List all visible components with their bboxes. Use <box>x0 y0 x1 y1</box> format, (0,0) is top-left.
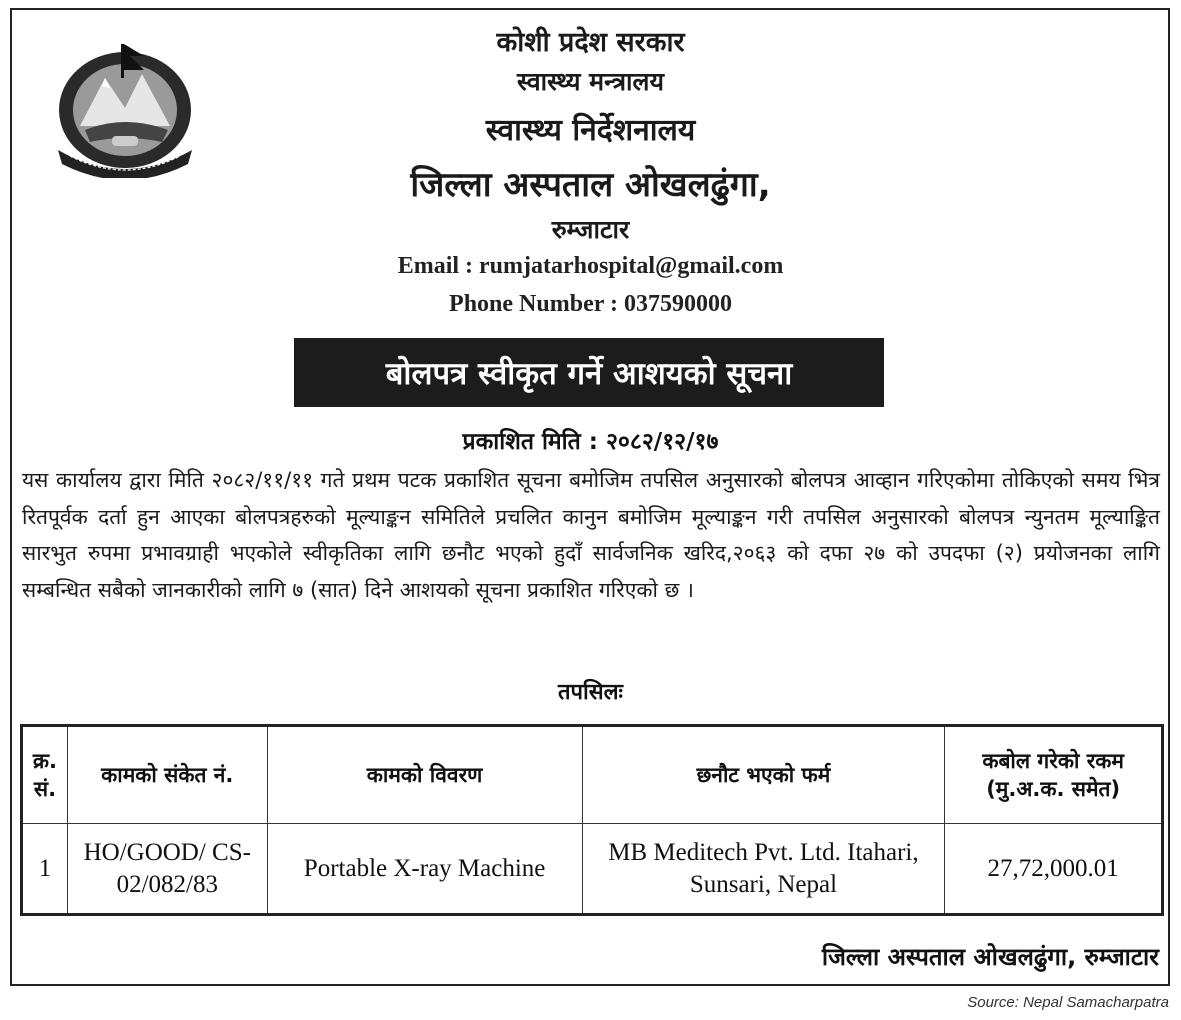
ministry-line: स्वास्थ्य मन्त्रालय <box>517 67 664 96</box>
header-amount: कबोल गरेको रकम (मु.अ.क. समेत) <box>945 726 1163 824</box>
header-firm: छनौट भएको फर्म <box>582 726 945 824</box>
notice-body: यस कार्यालय द्वारा मिति २०८२/११/११ गते प्रथम पटक प्रकाशित सूचना बमोजिम तपसिल अनुसारको बोलपत्र आव्हान गरिएकोमा तोकिएको समय भित्र रितपूर्वक दर्ता हुन आएका बोलपत्रहरुको मूल्याङ्कन समितिले प्रचलित कानुन बमोजिम मूल्याङ्कन गरी तपसिल अनुसारको बोलपत्र न्युनतम मूल्याङ्कित सारभुत रुपमा प्रभावग्राही भएकोले स्वीकृतिका लागि छनौट भएको हुदाँ सार्वजनिक खरिद,२०६३ को दफा २७ को उपदफा (२) प्रयोजनका लागि सम्बन्धित सबैको जानकारीको लागि ७ (सात) दिने आशयको सूचना प्रकाशित गरिएको छ । <box>22 468 1160 602</box>
government-line: कोशी प्रदेश सरकार <box>496 27 685 58</box>
hospital-location: रुम्जाटार <box>551 215 630 244</box>
header-code: कामको संकेत नं. <box>67 726 267 824</box>
header-sn: क्र. सं. <box>22 726 68 824</box>
cell-amount: 27,72,000.01 <box>945 824 1163 915</box>
source-credit: Source: Nepal Samacharpatra <box>967 994 1169 1011</box>
award-table <box>20 724 1164 916</box>
header-description: कामको विवरण <box>267 726 582 824</box>
cell-description: Portable X-ray Machine <box>267 824 582 915</box>
tapasil-label: तपसिलः <box>558 680 623 705</box>
hospital-name: जिल्ला अस्पताल ओखलढुंगा, <box>410 165 771 205</box>
published-date: प्रकाशित मिति : २०८२/१२/१७ <box>462 429 719 455</box>
cell-firm: MB Meditech Pvt. Ltd. Itahari, Sunsari, Nepal <box>582 824 945 915</box>
phone-line: Phone Number : 037590000 <box>449 291 732 317</box>
signature: जिल्ला अस्पताल ओखलढुंगा, रुम्जाटार <box>821 943 1159 971</box>
directorate-line: स्वास्थ्य निर्देशनालय <box>485 113 696 148</box>
cell-code: HO/GOOD/ CS-02/082/83 <box>67 824 267 915</box>
cell-sn: 1 <box>22 824 68 915</box>
email-line: Email : rumjatarhospital@gmail.com <box>397 253 784 279</box>
table-row <box>22 824 1163 915</box>
table-header-row <box>22 726 1163 824</box>
notice-title: बोलपत्र स्वीकृत गर्ने आशयको सूचना <box>294 338 884 407</box>
